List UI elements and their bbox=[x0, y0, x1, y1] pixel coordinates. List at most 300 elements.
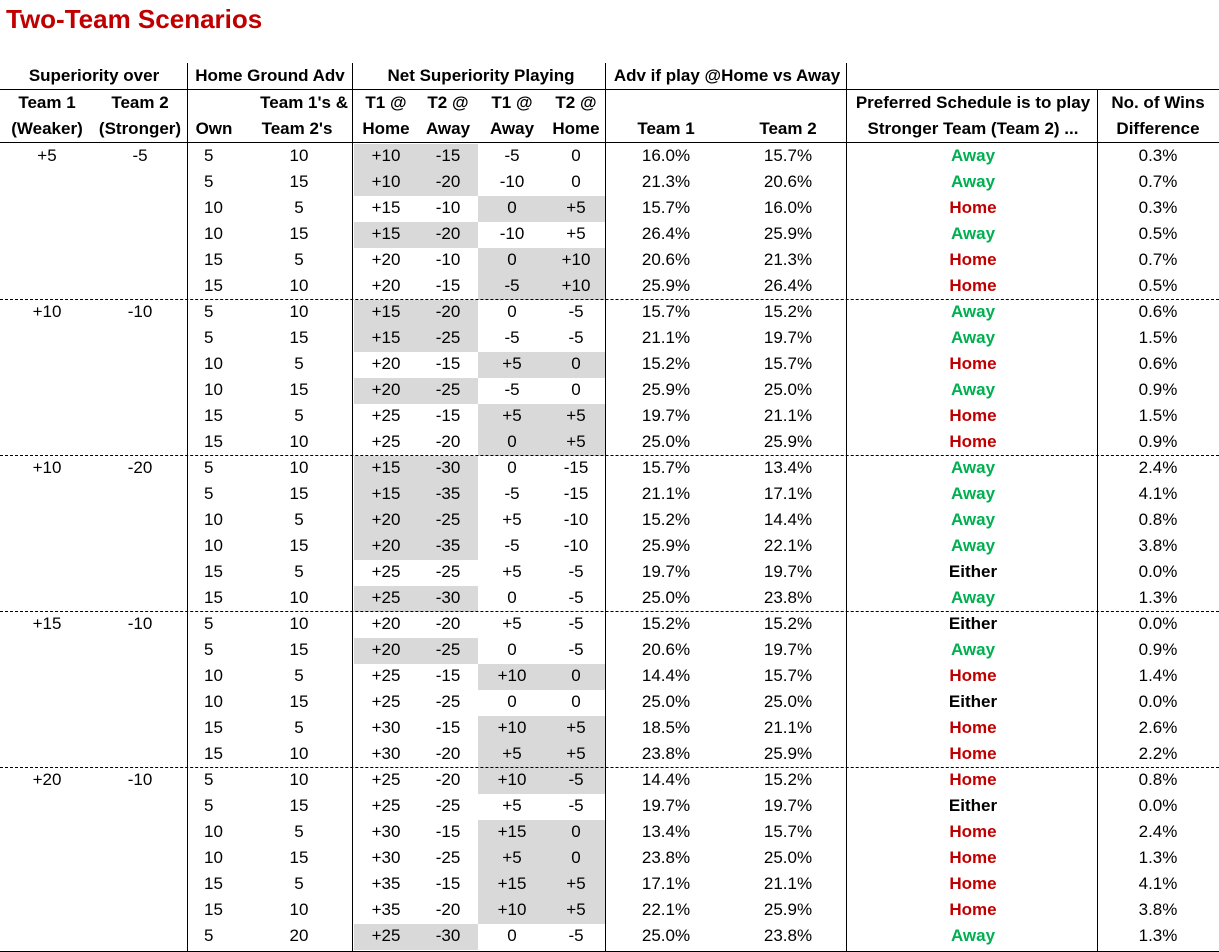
wins-difference: 2.2% bbox=[1138, 744, 1178, 763]
adv-team2: 15.7% bbox=[763, 666, 813, 685]
wins-difference: 0.3% bbox=[1138, 198, 1178, 217]
t1-at-home: +25 bbox=[371, 562, 401, 581]
preferred-schedule: Away bbox=[950, 146, 996, 165]
t2-at-away: -10 bbox=[435, 250, 461, 269]
hga-team1-team2: 15 bbox=[289, 380, 309, 399]
t2-at-away: -25 bbox=[435, 328, 461, 347]
preferred-schedule: Home bbox=[949, 822, 997, 841]
adv-team1: 15.7% bbox=[641, 458, 691, 477]
wins-difference: 0.9% bbox=[1138, 432, 1178, 451]
preferred-schedule: Away bbox=[950, 588, 996, 607]
t1-at-home: +30 bbox=[371, 744, 401, 763]
preferred-schedule: Home bbox=[949, 848, 997, 867]
adv-team2: 19.7% bbox=[763, 796, 813, 815]
preferred-schedule: Either bbox=[948, 562, 998, 581]
superiority-team2: -10 bbox=[127, 614, 153, 633]
t2-at-home: 0 bbox=[571, 666, 581, 685]
hga-team1-team2: 10 bbox=[289, 302, 309, 321]
wins-difference: 0.0% bbox=[1138, 614, 1178, 633]
preferred-schedule: Away bbox=[950, 328, 996, 347]
t1-at-home: +25 bbox=[371, 796, 401, 815]
column-header bbox=[608, 90, 724, 116]
t1-at-away: -5 bbox=[504, 146, 520, 165]
preferred-schedule: Either bbox=[948, 614, 998, 633]
t1-at-home: +20 bbox=[371, 250, 401, 269]
t2-at-home: 0 bbox=[571, 692, 581, 711]
adv-team2: 25.9% bbox=[763, 432, 813, 451]
t2-at-away: -10 bbox=[435, 198, 461, 217]
column-header bbox=[190, 90, 238, 116]
adv-team2: 17.1% bbox=[763, 484, 813, 503]
wins-difference: 2.4% bbox=[1138, 822, 1178, 841]
wins-difference: 1.3% bbox=[1138, 588, 1178, 607]
t1-at-home: +15 bbox=[371, 302, 401, 321]
t2-at-away: -20 bbox=[435, 614, 461, 633]
hga-team1-team2: 15 bbox=[289, 640, 309, 659]
superiority-team2: -20 bbox=[127, 458, 153, 477]
hga-own: 5 bbox=[204, 614, 214, 633]
t1-at-away: -5 bbox=[504, 536, 520, 555]
hga-team1-team2: 15 bbox=[289, 536, 309, 555]
column-header: Team 1 bbox=[18, 93, 76, 112]
adv-team1: 19.7% bbox=[641, 562, 691, 581]
hga-own: 10 bbox=[204, 380, 223, 399]
preferred-schedule: Away bbox=[950, 302, 996, 321]
column-header bbox=[730, 90, 846, 116]
t1-at-away: 0 bbox=[507, 432, 517, 451]
hga-team1-team2: 10 bbox=[289, 458, 309, 477]
t2-at-home: -5 bbox=[568, 796, 584, 815]
t2-at-away: -20 bbox=[435, 172, 461, 191]
hga-own: 5 bbox=[204, 640, 214, 659]
t2-at-home: -10 bbox=[563, 536, 589, 555]
t1-at-away: 0 bbox=[507, 692, 517, 711]
hga-own: 10 bbox=[204, 224, 223, 243]
adv-team2: 19.7% bbox=[763, 640, 813, 659]
t2-at-away: -35 bbox=[435, 484, 461, 503]
t1-at-away: +15 bbox=[497, 822, 527, 841]
adv-team1: 20.6% bbox=[641, 640, 691, 659]
adv-team1: 26.4% bbox=[641, 224, 691, 243]
t1-at-home: +35 bbox=[371, 874, 401, 893]
hga-own: 15 bbox=[204, 432, 223, 451]
t2-at-home: -5 bbox=[568, 328, 584, 347]
t1-at-away: -10 bbox=[499, 172, 525, 191]
t2-at-home: -5 bbox=[568, 770, 584, 789]
preferred-schedule: Away bbox=[950, 224, 996, 243]
wins-difference: 1.3% bbox=[1138, 926, 1178, 945]
column-subheader: Difference bbox=[1116, 119, 1200, 138]
t1-at-away: +10 bbox=[497, 770, 527, 789]
adv-team1: 20.6% bbox=[641, 250, 691, 269]
adv-team1: 25.0% bbox=[641, 588, 691, 607]
wins-difference: 2.6% bbox=[1138, 718, 1178, 737]
t1-at-home: +30 bbox=[371, 822, 401, 841]
t1-at-away: +5 bbox=[502, 744, 522, 763]
adv-team2: 15.7% bbox=[763, 822, 813, 841]
t2-at-home: 0 bbox=[571, 354, 581, 373]
t2-at-away: -20 bbox=[435, 302, 461, 321]
column-subheader: Stronger Team (Team 2) ... bbox=[867, 119, 1079, 138]
t1-at-away: 0 bbox=[507, 926, 517, 945]
hga-team1-team2: 10 bbox=[289, 744, 309, 763]
adv-team2: 21.1% bbox=[763, 718, 813, 737]
hga-team1-team2: 5 bbox=[294, 874, 304, 893]
t2-at-away: -20 bbox=[435, 744, 461, 763]
t2-at-home: 0 bbox=[571, 822, 581, 841]
adv-team2: 25.0% bbox=[763, 692, 813, 711]
adv-team1: 15.7% bbox=[641, 198, 691, 217]
t2-at-home: -10 bbox=[563, 510, 589, 529]
t2-at-away: -20 bbox=[435, 432, 461, 451]
t2-at-home: +5 bbox=[566, 718, 586, 737]
wins-difference: 1.4% bbox=[1138, 666, 1178, 685]
hga-team1-team2: 5 bbox=[294, 354, 304, 373]
adv-team2: 13.4% bbox=[763, 458, 813, 477]
preferred-schedule: Away bbox=[950, 484, 996, 503]
preferred-schedule: Away bbox=[950, 380, 996, 399]
hga-own: 15 bbox=[204, 276, 223, 295]
hga-own: 10 bbox=[204, 692, 223, 711]
t2-at-away: -35 bbox=[435, 536, 461, 555]
column-divider bbox=[846, 63, 847, 951]
hga-own: 15 bbox=[204, 900, 223, 919]
t1-at-away: -10 bbox=[499, 224, 525, 243]
preferred-schedule: Away bbox=[950, 536, 996, 555]
adv-team1: 25.9% bbox=[641, 276, 691, 295]
adv-team1: 25.0% bbox=[641, 926, 691, 945]
hga-own: 15 bbox=[204, 874, 223, 893]
t1-at-home: +30 bbox=[371, 848, 401, 867]
hga-own: 5 bbox=[204, 770, 214, 789]
superiority-team1: +5 bbox=[37, 146, 57, 165]
superiority-team2: -10 bbox=[127, 302, 153, 321]
group-header: Net Superiority Playing bbox=[387, 66, 575, 85]
hga-team1-team2: 10 bbox=[289, 770, 309, 789]
t2-at-home: 0 bbox=[571, 848, 581, 867]
adv-team1: 13.4% bbox=[641, 822, 691, 841]
t2-at-away: -25 bbox=[435, 848, 461, 867]
t1-at-away: 0 bbox=[507, 250, 517, 269]
t2-at-home: +5 bbox=[566, 744, 586, 763]
hga-team1-team2: 20 bbox=[289, 926, 309, 945]
hga-team1-team2: 10 bbox=[289, 276, 309, 295]
hga-team1-team2: 5 bbox=[294, 510, 304, 529]
wins-difference: 0.0% bbox=[1138, 562, 1178, 581]
adv-team1: 14.4% bbox=[641, 770, 691, 789]
t1-at-home: +20 bbox=[371, 614, 401, 633]
wins-difference: 0.7% bbox=[1138, 250, 1178, 269]
hga-team1-team2: 5 bbox=[294, 250, 304, 269]
t2-at-away: -30 bbox=[435, 926, 461, 945]
t1-at-away: +5 bbox=[502, 796, 522, 815]
hga-own: 5 bbox=[204, 172, 214, 191]
wins-difference: 2.4% bbox=[1138, 458, 1178, 477]
adv-team2: 15.2% bbox=[763, 614, 813, 633]
hga-own: 15 bbox=[204, 406, 223, 425]
adv-team2: 25.9% bbox=[763, 900, 813, 919]
column-header: T2 @ bbox=[555, 93, 597, 112]
adv-team1: 25.9% bbox=[641, 536, 691, 555]
column-header: T1 @ bbox=[491, 93, 533, 112]
preferred-schedule: Home bbox=[949, 744, 997, 763]
column-subheader: Home bbox=[552, 119, 600, 138]
t2-at-away: -15 bbox=[435, 822, 461, 841]
adv-team1: 22.1% bbox=[641, 900, 691, 919]
t1-at-away: -5 bbox=[504, 484, 520, 503]
adv-team1: 18.5% bbox=[641, 718, 691, 737]
column-header: Team 2 bbox=[111, 93, 169, 112]
preferred-schedule: Home bbox=[949, 900, 997, 919]
preferred-schedule: Home bbox=[949, 276, 997, 295]
adv-team2: 15.2% bbox=[763, 770, 813, 789]
t1-at-away: +10 bbox=[497, 666, 527, 685]
t2-at-home: -5 bbox=[568, 614, 584, 633]
adv-team1: 25.0% bbox=[641, 432, 691, 451]
t1-at-away: +5 bbox=[502, 848, 522, 867]
t1-at-away: -5 bbox=[504, 328, 520, 347]
hga-team1-team2: 10 bbox=[289, 900, 309, 919]
preferred-schedule: Away bbox=[950, 510, 996, 529]
hga-team1-team2: 10 bbox=[289, 432, 309, 451]
t2-at-away: -25 bbox=[435, 640, 461, 659]
preferred-schedule: Home bbox=[949, 718, 997, 737]
preferred-schedule: Either bbox=[948, 796, 998, 815]
column-subheader: Away bbox=[425, 119, 471, 138]
hga-own: 15 bbox=[204, 588, 223, 607]
adv-team1: 15.2% bbox=[641, 614, 691, 633]
hga-team1-team2: 15 bbox=[289, 848, 309, 867]
t2-at-away: -15 bbox=[435, 146, 461, 165]
hga-own: 10 bbox=[204, 536, 223, 555]
adv-team2: 21.1% bbox=[763, 406, 813, 425]
hga-team1-team2: 10 bbox=[289, 614, 309, 633]
wins-difference: 0.8% bbox=[1138, 770, 1178, 789]
t1-at-home: +25 bbox=[371, 770, 401, 789]
t1-at-home: +20 bbox=[371, 354, 401, 373]
adv-team2: 26.4% bbox=[763, 276, 813, 295]
column-header: No. of Wins bbox=[1111, 93, 1205, 112]
column-divider bbox=[605, 63, 606, 951]
superiority-team1: +10 bbox=[32, 458, 62, 477]
t1-at-home: +30 bbox=[371, 718, 401, 737]
adv-team1: 19.7% bbox=[641, 796, 691, 815]
adv-team2: 20.6% bbox=[763, 172, 813, 191]
t2-at-away: -15 bbox=[435, 718, 461, 737]
adv-team1: 23.8% bbox=[641, 848, 691, 867]
hga-team1-team2: 10 bbox=[289, 588, 309, 607]
hga-team1-team2: 15 bbox=[289, 224, 309, 243]
t1-at-home: +15 bbox=[371, 484, 401, 503]
adv-team2: 25.9% bbox=[763, 224, 813, 243]
adv-team1: 15.2% bbox=[641, 354, 691, 373]
adv-team1: 25.0% bbox=[641, 692, 691, 711]
t2-at-home: -5 bbox=[568, 302, 584, 321]
column-subheader: Home bbox=[362, 119, 410, 138]
hga-own: 15 bbox=[204, 744, 223, 763]
hga-own: 5 bbox=[204, 458, 214, 477]
t1-at-away: 0 bbox=[507, 302, 517, 321]
wins-difference: 0.5% bbox=[1138, 224, 1178, 243]
column-subheader: Own bbox=[195, 119, 233, 138]
superiority-team1: +15 bbox=[32, 614, 62, 633]
page-title: Two-Team Scenarios bbox=[6, 4, 263, 34]
adv-team2: 25.0% bbox=[763, 848, 813, 867]
t1-at-away: -5 bbox=[504, 380, 520, 399]
t1-at-home: +10 bbox=[371, 146, 401, 165]
hga-own: 15 bbox=[204, 718, 223, 737]
t1-at-away: +10 bbox=[497, 900, 527, 919]
wins-difference: 0.9% bbox=[1138, 640, 1178, 659]
t1-at-away: +5 bbox=[502, 510, 522, 529]
column-subheader: Away bbox=[489, 119, 535, 138]
t1-at-away: +5 bbox=[502, 562, 522, 581]
t1-at-home: +20 bbox=[371, 276, 401, 295]
t1-at-away: +15 bbox=[497, 874, 527, 893]
t1-at-away: 0 bbox=[507, 640, 517, 659]
t1-at-home: +25 bbox=[371, 406, 401, 425]
wins-difference: 1.5% bbox=[1138, 328, 1178, 347]
column-divider bbox=[352, 63, 353, 951]
hga-team1-team2: 5 bbox=[294, 406, 304, 425]
column-header: Preferred Schedule is to play bbox=[855, 93, 1091, 112]
t1-at-home: +15 bbox=[371, 198, 401, 217]
t1-at-away: +5 bbox=[502, 354, 522, 373]
preferred-schedule: Away bbox=[950, 640, 996, 659]
adv-team2: 19.7% bbox=[763, 328, 813, 347]
t1-at-home: +20 bbox=[371, 510, 401, 529]
superiority-team1: +20 bbox=[32, 770, 62, 789]
preferred-schedule: Home bbox=[949, 198, 997, 217]
t2-at-away: -15 bbox=[435, 406, 461, 425]
adv-team1: 19.7% bbox=[641, 406, 691, 425]
t2-at-home: 0 bbox=[571, 146, 581, 165]
t2-at-home: -15 bbox=[563, 484, 589, 503]
adv-team2: 25.0% bbox=[763, 380, 813, 399]
column-subheader: Team 2 bbox=[759, 119, 817, 138]
t1-at-home: +20 bbox=[371, 640, 401, 659]
wins-difference: 0.0% bbox=[1138, 796, 1178, 815]
t1-at-home: +20 bbox=[371, 536, 401, 555]
hga-own: 10 bbox=[204, 354, 223, 373]
column-divider bbox=[1097, 89, 1098, 951]
t2-at-home: +5 bbox=[566, 198, 586, 217]
t2-at-away: -25 bbox=[435, 380, 461, 399]
t1-at-home: +25 bbox=[371, 692, 401, 711]
wins-difference: 0.6% bbox=[1138, 302, 1178, 321]
hga-own: 10 bbox=[204, 666, 223, 685]
t2-at-home: +5 bbox=[566, 874, 586, 893]
hga-own: 5 bbox=[204, 146, 214, 165]
adv-team1: 15.2% bbox=[641, 510, 691, 529]
preferred-schedule: Home bbox=[949, 770, 997, 789]
t1-at-away: +10 bbox=[497, 718, 527, 737]
adv-team2: 19.7% bbox=[763, 562, 813, 581]
adv-team2: 14.4% bbox=[763, 510, 813, 529]
hga-own: 15 bbox=[204, 250, 223, 269]
hga-team1-team2: 5 bbox=[294, 562, 304, 581]
t2-at-home: 0 bbox=[571, 380, 581, 399]
t2-at-home: -5 bbox=[568, 640, 584, 659]
hga-own: 5 bbox=[204, 926, 214, 945]
hga-own: 5 bbox=[204, 484, 214, 503]
wins-difference: 4.1% bbox=[1138, 484, 1178, 503]
wins-difference: 3.8% bbox=[1138, 900, 1178, 919]
t2-at-home: +5 bbox=[566, 406, 586, 425]
t1-at-away: 0 bbox=[507, 198, 517, 217]
superiority-team1: +10 bbox=[32, 302, 62, 321]
t1-at-home: +10 bbox=[371, 172, 401, 191]
t2-at-away: -15 bbox=[435, 354, 461, 373]
wins-difference: 0.0% bbox=[1138, 692, 1178, 711]
preferred-schedule: Home bbox=[949, 250, 997, 269]
adv-team2: 23.8% bbox=[763, 926, 813, 945]
hga-team1-team2: 15 bbox=[289, 484, 309, 503]
hga-own: 5 bbox=[204, 328, 214, 347]
t1-at-home: +15 bbox=[371, 224, 401, 243]
hga-own: 10 bbox=[204, 510, 223, 529]
adv-team2: 23.8% bbox=[763, 588, 813, 607]
header-rule bbox=[0, 89, 1219, 90]
preferred-schedule: Away bbox=[950, 926, 996, 945]
adv-team2: 15.2% bbox=[763, 302, 813, 321]
wins-difference: 0.9% bbox=[1138, 380, 1178, 399]
adv-team2: 15.7% bbox=[763, 354, 813, 373]
column-header: T2 @ bbox=[427, 93, 469, 112]
adv-team2: 21.1% bbox=[763, 874, 813, 893]
t1-at-home: +15 bbox=[371, 328, 401, 347]
t2-at-home: +5 bbox=[566, 224, 586, 243]
hga-team1-team2: 5 bbox=[294, 718, 304, 737]
group-header: Superiority over bbox=[28, 66, 160, 85]
column-subheader: (Weaker) bbox=[11, 119, 83, 138]
adv-team1: 23.8% bbox=[641, 744, 691, 763]
hga-team1-team2: 15 bbox=[289, 172, 309, 191]
t2-at-away: -15 bbox=[435, 276, 461, 295]
adv-team1: 21.1% bbox=[641, 484, 691, 503]
column-subheader: (Stronger) bbox=[98, 119, 182, 138]
superiority-team2: -10 bbox=[127, 770, 153, 789]
t2-at-away: -15 bbox=[435, 666, 461, 685]
adv-team1: 17.1% bbox=[641, 874, 691, 893]
t2-at-home: -5 bbox=[568, 562, 584, 581]
t2-at-home: +10 bbox=[561, 276, 591, 295]
column-subheader: Team 2's bbox=[261, 119, 333, 138]
wins-difference: 3.8% bbox=[1138, 536, 1178, 555]
t2-at-away: -20 bbox=[435, 224, 461, 243]
preferred-schedule: Home bbox=[949, 432, 997, 451]
preferred-schedule: Home bbox=[949, 406, 997, 425]
t2-at-away: -25 bbox=[435, 562, 461, 581]
column-subheader: Team 1 bbox=[637, 119, 695, 138]
preferred-schedule: Away bbox=[950, 458, 996, 477]
wins-difference: 0.5% bbox=[1138, 276, 1178, 295]
adv-team1: 15.7% bbox=[641, 302, 691, 321]
group-header: Adv if play @Home vs Away bbox=[613, 66, 841, 85]
preferred-schedule: Home bbox=[949, 666, 997, 685]
wins-difference: 0.6% bbox=[1138, 354, 1178, 373]
superiority-team2: -5 bbox=[132, 146, 148, 165]
hga-own: 10 bbox=[204, 198, 223, 217]
column-divider bbox=[187, 63, 188, 951]
t2-at-away: -25 bbox=[435, 510, 461, 529]
hga-own: 15 bbox=[204, 562, 223, 581]
hga-own: 5 bbox=[204, 302, 214, 321]
hga-team1-team2: 15 bbox=[289, 796, 309, 815]
t1-at-away: +5 bbox=[502, 614, 522, 633]
adv-team2: 25.9% bbox=[763, 744, 813, 763]
t2-at-away: -20 bbox=[435, 900, 461, 919]
